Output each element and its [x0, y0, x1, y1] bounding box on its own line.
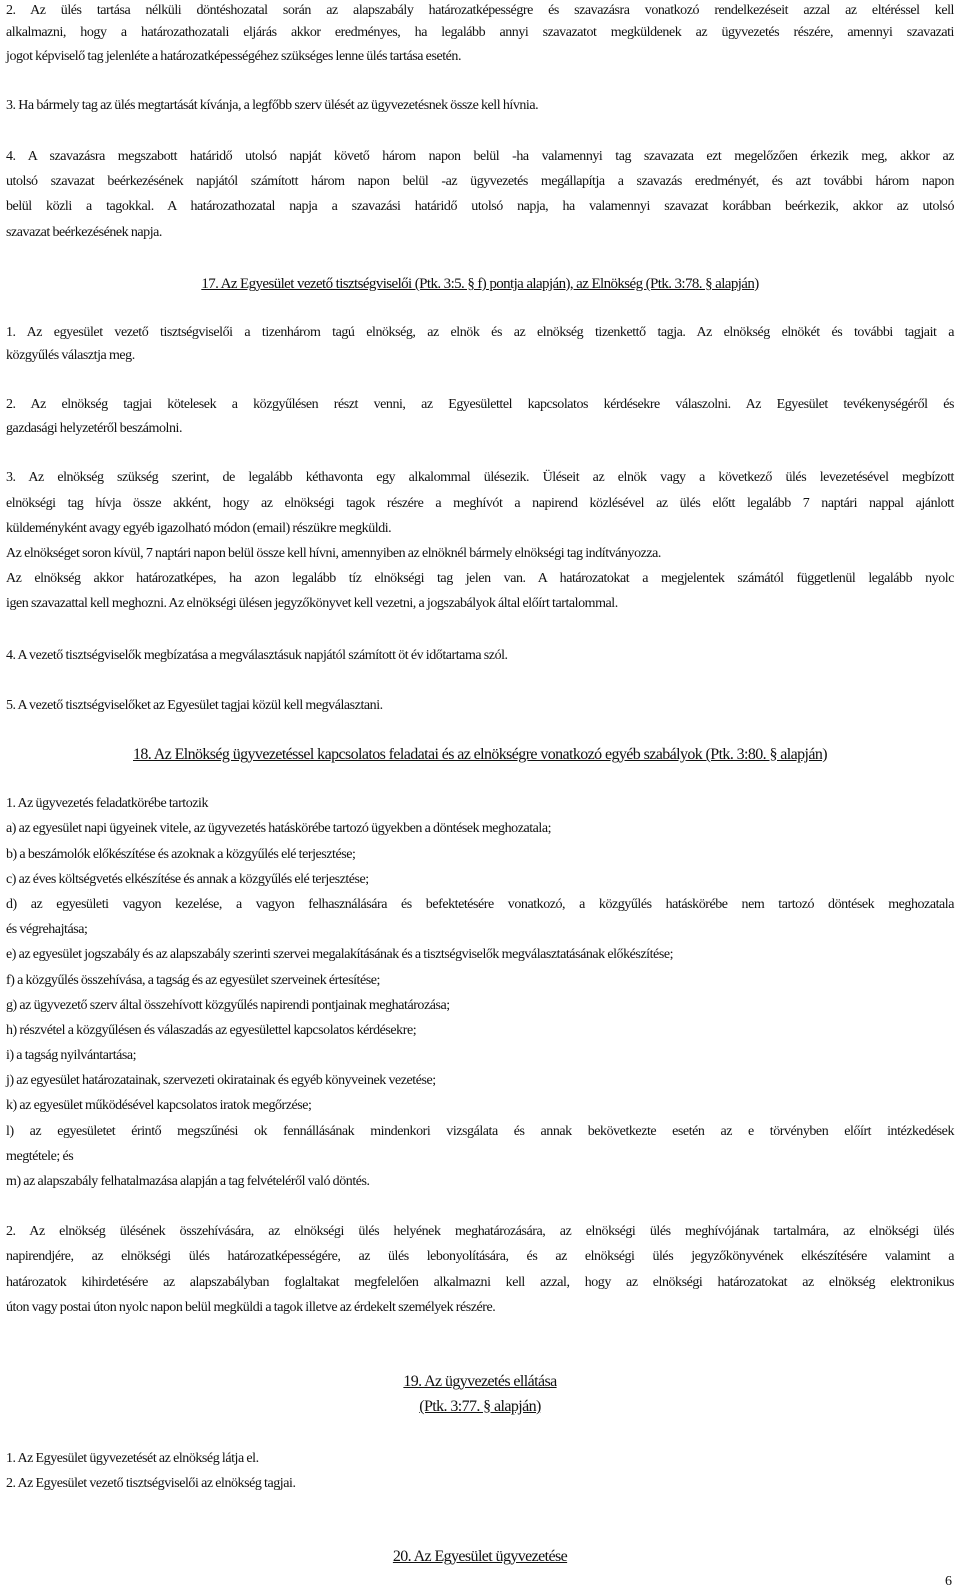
s18-item-d-line-2: és végrehajtása; [6, 922, 88, 937]
paragraph-2-line-1: 2. Az ülés tartása nélküli döntéshozatal során az alapszabály határozatképességre és szavazásra vonatkozó rendelkezéseit azzal az eltéréssel kell [6, 3, 954, 18]
s18-paragraph-2-line-4: úton vagy postai úton nyolc napon belül megküldi a tagok illetve az érdekelt személyek részére. [6, 1300, 496, 1315]
s18-item-f: f) a közgyűlés összehívása, a tagság és az egyesület szerveinek értesítése; [6, 973, 380, 988]
paragraph-3: 3. Ha bármely tag az ülés megtartását kívánja, a legfőbb szerv ülését az ügyvezetésnek össze kell hívnia. [6, 98, 539, 113]
s18-item-g: g) az ügyvezető szerv által összehívott közgyűlés napirendi pontjainak meghatározása; [6, 998, 450, 1013]
s19-paragraph-2: 2. Az Egyesület vezető tisztségviselői az elnökség tagjai. [6, 1476, 296, 1491]
s17-paragraph-2-line-2: gazdasági helyzetéről beszámolni. [6, 421, 182, 436]
paragraph-2-line-2: alkalmazni, hogy a határozathozatali eljárás akkor eredményes, ha legalább annyi szavazatot megküldenek az ügyvezetés részére, amennyi szavazati [6, 25, 954, 40]
s17-paragraph-3-line-1: 3. Az elnökség szükség szerint, de legalább kéthavonta egy alkalommal ülésezik. Üléseit az elnök vagy a következő ülés levezetésével megbízott [6, 470, 954, 485]
s18-paragraph-2-line-3: határozatok kihirdetésére az alapszabályban foglaltakat megfelelően alkalmazni kell azzal, hogy az elnökségi határozatokat az elnökség elektronikus [6, 1275, 954, 1290]
section-18-heading: 18. Az Elnökség ügyvezetéssel kapcsolatos feladatai és az elnökségre vonatkozó egyéb szabályok (Ptk. 3:80. § alapján) [133, 746, 827, 763]
s18-paragraph-2-line-2: napirendjére, az elnökségi ülés határozatképességére, az ülés lebonyolítására, és az elnökségi ülés jegyzőkönyvének elkészítésére valamint a [6, 1249, 954, 1264]
s17-paragraph-3-line-2: elnökségi tag hívja össze akként, hogy az elnökségi tagok részére a meghívót a napirend közlésével az ülés előtt legalább 7 naptári nappal ajánlott [6, 496, 954, 511]
s18-item-i: i) a tagság nyilvántartása; [6, 1048, 137, 1063]
s17-paragraph-1-line-1: 1. Az egyesület vezető tisztségviselői a tizenhárom tagú elnökség, az elnök és az elnökség tizenkettő tagja. Az elnökség elnökét és további tagjait a [6, 325, 954, 340]
s17-paragraph-3-line-6: igen szavazattal kell meghozni. Az elnökségi ülésen jegyzőkönyvet kell vezetni, a jogszabályok által előírt tartalommal. [6, 596, 618, 611]
s17-paragraph-2-line-1: 2. Az elnökség tagjai kötelesek a közgyűlésen részt venni, az Egyesülettel kapcsolatos kérdésekre válaszolni. Az Egyesület tevékenységéről és [6, 397, 954, 412]
section-17-heading: 17. Az Egyesület vezető tisztségviselői (Ptk. 3:5. § f) pontja alapján), az Elnökség (Ptk. 3:78. § alapján) [201, 276, 759, 292]
s18-item-m: m) az alapszabály felhatalmazása alapján a tag felvételéről való döntés. [6, 1174, 370, 1189]
s17-paragraph-3-line-3: küldeményként avagy egyéb igazolható módon (email) részükre megküldi. [6, 521, 392, 536]
s18-item-j: j) az egyesület határozatainak, szervezeti okiratainak és egyéb könyveinek vezetése; [6, 1073, 436, 1088]
s18-item-l-line-1: l) az egyesületet érintő megszűnési ok fennállásának mindenkori vizsgálata és annak bekövetkezte esetén az e törvényben előírt intézkedések [6, 1124, 954, 1139]
s17-paragraph-3-line-4: Az elnökséget soron kívül, 7 naptári napon belül össze kell hívni, amennyiben az elnöknél bármely elnökségi tag indítványozza. [6, 546, 661, 561]
paragraph-4-line-3: belül közli a tagokkal. A határozathozatal napja a szavazási határidő utolsó napja, ha valamennyi szavazat korábban beérkezik, akkor az utolsó [6, 199, 954, 214]
s17-paragraph-3-line-5: Az elnökség akkor határozatképes, ha azon legalább tíz elnökségi tag jelen van. A határozatokat a megjelentek számától függetlenül legalább nyolc [6, 571, 954, 586]
s18-paragraph-2-line-1: 2. Az elnökség ülésének összehívására, az elnökségi ülés helyének meghatározására, az elnökségi ülés meghívójának tartalmára, az elnökségi ülés [6, 1224, 954, 1239]
section-19-subheading: (Ptk. 3:77. § alapján) [419, 1398, 541, 1415]
s18-item-a: a) az egyesület napi ügyeinek vitele, az ügyvezetés hatáskörébe tartozó ügyekben a döntések meghozatala; [6, 821, 552, 836]
s18-item-k: k) az egyesület működésével kapcsolatos iratok megőrzése; [6, 1098, 312, 1113]
s17-paragraph-4: 4. A vezető tisztségviselők megbízatása a megválasztásuk napjától számított öt év időtartama szól. [6, 648, 508, 663]
paragraph-4-line-1: 4. A szavazásra megszabott határidő utolsó napját követő három napon belül -ha valamennyi tag szavazata ezt megelőzően érkezik meg, akkor az [6, 149, 954, 164]
page-number: 6 [945, 1574, 952, 1589]
paragraph-4-line-2: utolsó szavazat beérkezésének napjától számított három napon belül -az ügyvezetés megállapítja a szavazás eredményét, és azt további három napon [6, 174, 954, 189]
s18-item-d-line-1: d) az egyesületi vagyon kezelése, a vagyon felhasználására és befektetésére vonatkozó, a közgyűlés hatáskörébe nem tartozó döntések meghozatala [6, 897, 954, 912]
s17-paragraph-5: 5. A vezető tisztségviselőket az Egyesület tagjai közül kell megválasztani. [6, 698, 383, 713]
s18-item-c: c) az éves költségvetés elkészítése és annak a közgyűlés elé terjesztése; [6, 872, 369, 887]
s19-paragraph-1: 1. Az Egyesület ügyvezetését az elnökség látja el. [6, 1451, 259, 1466]
s18-item-l-line-2: megtétele; és [6, 1149, 74, 1164]
paragraph-4-line-4: szavazat beérkezésének napja. [6, 225, 162, 240]
s18-item-e: e) az egyesület jogszabály és az alapszabály szerinti szervei megalakításának és a tisztségviselők megválasztatásának előkészítése; [6, 947, 674, 962]
s18-item-h: h) részvétel a közgyűlésen és válaszadás az egyesülettel kapcsolatos kérdésekre; [6, 1023, 417, 1038]
section-20-heading: 20. Az Egyesület ügyvezetése [392, 1548, 568, 1565]
s18-paragraph-1-intro: 1. Az ügyvezetés feladatkörébe tartozik [6, 796, 209, 811]
s17-paragraph-1-line-2: közgyűlés választja meg. [6, 348, 135, 363]
section-19-heading: 19. Az ügyvezetés ellátása [403, 1373, 557, 1390]
paragraph-2-line-3: jogot képviselő tag jelenléte a határozatképességéhez szükséges lenne ülés tartása esetén. [6, 49, 462, 64]
s18-item-b: b) a beszámolók előkészítése és azoknak a közgyűlés elé terjesztése; [6, 847, 356, 862]
